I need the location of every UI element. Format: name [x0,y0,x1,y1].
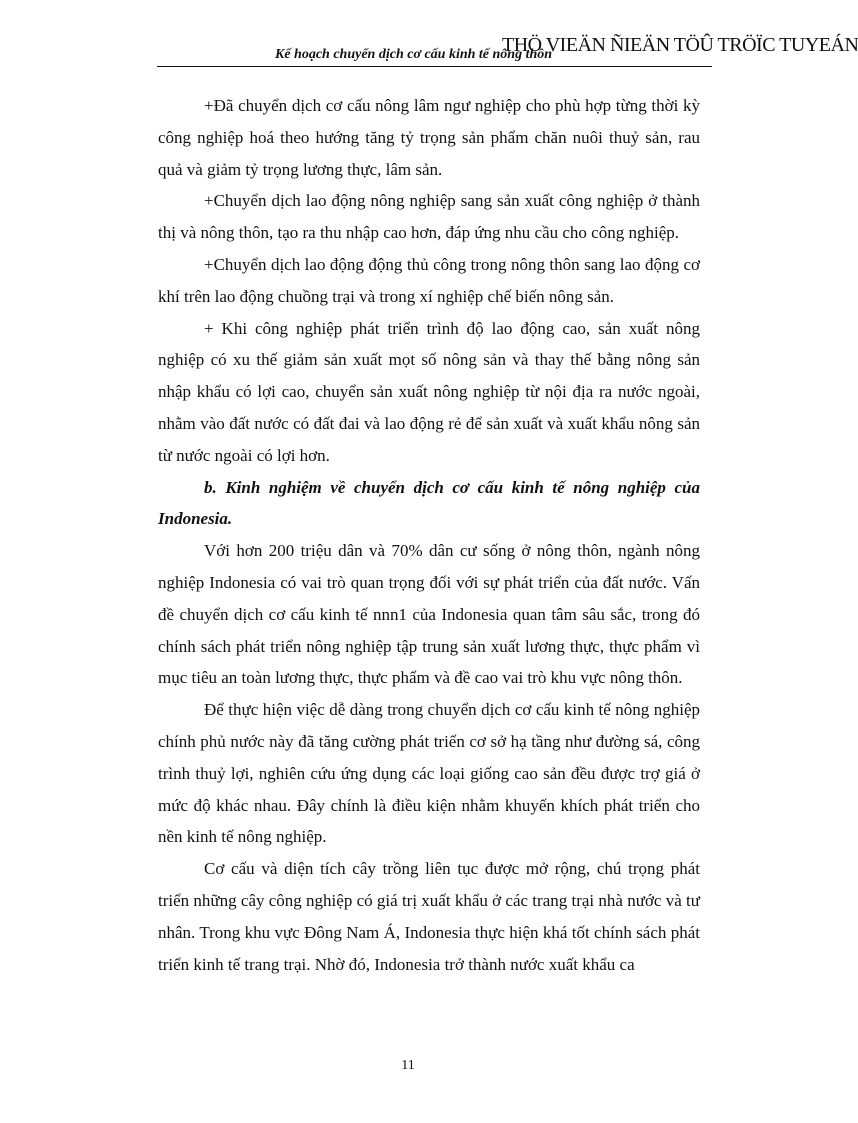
paragraph-5: Với hơn 200 triệu dân và 70% dân cư sống ở nông thôn, ngành nông nghiệp Indonesia có vai trò quan trọng đối với sự phát triển của đất nước. Vấn đề chuyển dịch cơ cấu kinh tế nnn1 của Indonesia quan tâm sâu sắc, trong đó chính sách phát triển nông nghiệp tập trung sản xuất lương thực, thực phẩm vì mục tiêu an toàn lương thực, thực phẩm và đề cao vai trò khu vực nông thôn. [158,541,700,688]
running-title: Kế hoạch chuyển dịch cơ cấu kinh tế nông thôn [275,47,553,62]
watermark-text: THÖ VIEÄN ÑIEÄN TÖÛ TRÖÏC TUYEÁN [502,34,858,56]
header-divider [157,66,712,67]
paragraph-6: Để thực hiện việc dễ dàng trong chuyển dịch cơ cấu kinh tế nông nghiệp chính phủ nước này đã tăng cường phát triển cơ sở hạ tầng như đường sá, công trình thuỷ lợi, nghiên cứu ứng dụng các loại giống cao sản đều được trợ giá ở mức độ khác nhau. Đây chính là điều kiện nhằm khuyến khích phát triển cho nền kinh tế nông nghiệp. [158,700,700,847]
document-body [158,90,700,980]
paragraph-3: +Chuyển dịch lao động động thủ công trong nông thôn sang lao động cơ khí trên lao động chuồng trại và trong xí nghiệp chế biến nông sản. [158,254,700,306]
paragraph-2: +Chuyển dịch lao động nông nghiệp sang sản xuất công nghiệp ở thành thị và nông thôn, tạo ra thu nhập cao hơn, đáp ứng nhu cầu cho công nghiệp. [158,191,700,243]
paragraph-1: +Đã chuyển dịch cơ cấu nông lâm ngư nghiệp cho phù hợp từng thời kỳ công nghiệp hoá theo hướng tăng tỷ trọng sản phẩm chăn nuôi thuỷ sản, rau quả và giảm tỷ trọng lương thực, lâm sản. [158,96,700,179]
paragraph-7: Cơ cấu và diện tích cây trồng liên tục được mở rộng, chú trọng phát triển những cây công nghiệp có giá trị xuất khẩu ở các trang trại nhà nước và tư nhân. Trong khu vực Đông Nam Á, Indonesia thực hiện khá tốt chính sách phát triển kinh tế trang trại. Nhờ đó, Indonesia trở thành nước xuất khẩu ca [158,859,700,974]
paragraph-4: + Khi công nghiệp phát triển trình độ lao động cao, sản xuất nông nghiệp có xu thế giảm sản xuất mọt số nông sản và thay thế bằng nông sản nhập khẩu có lợi cao, chuyển sản xuất nông nghiệp từ nội địa ra nước ngoài, nhằm vào đất nước có đất đai và lao động rẻ để sản xuất và xuất khẩu nông sản từ nước ngoài có lợi hơn. [158,318,700,465]
page-number: 11 [401,1058,415,1073]
section-heading: b. Kinh nghiệm về chuyển dịch cơ cấu kinh tế nông nghiệp của Indonesia. [158,477,700,529]
